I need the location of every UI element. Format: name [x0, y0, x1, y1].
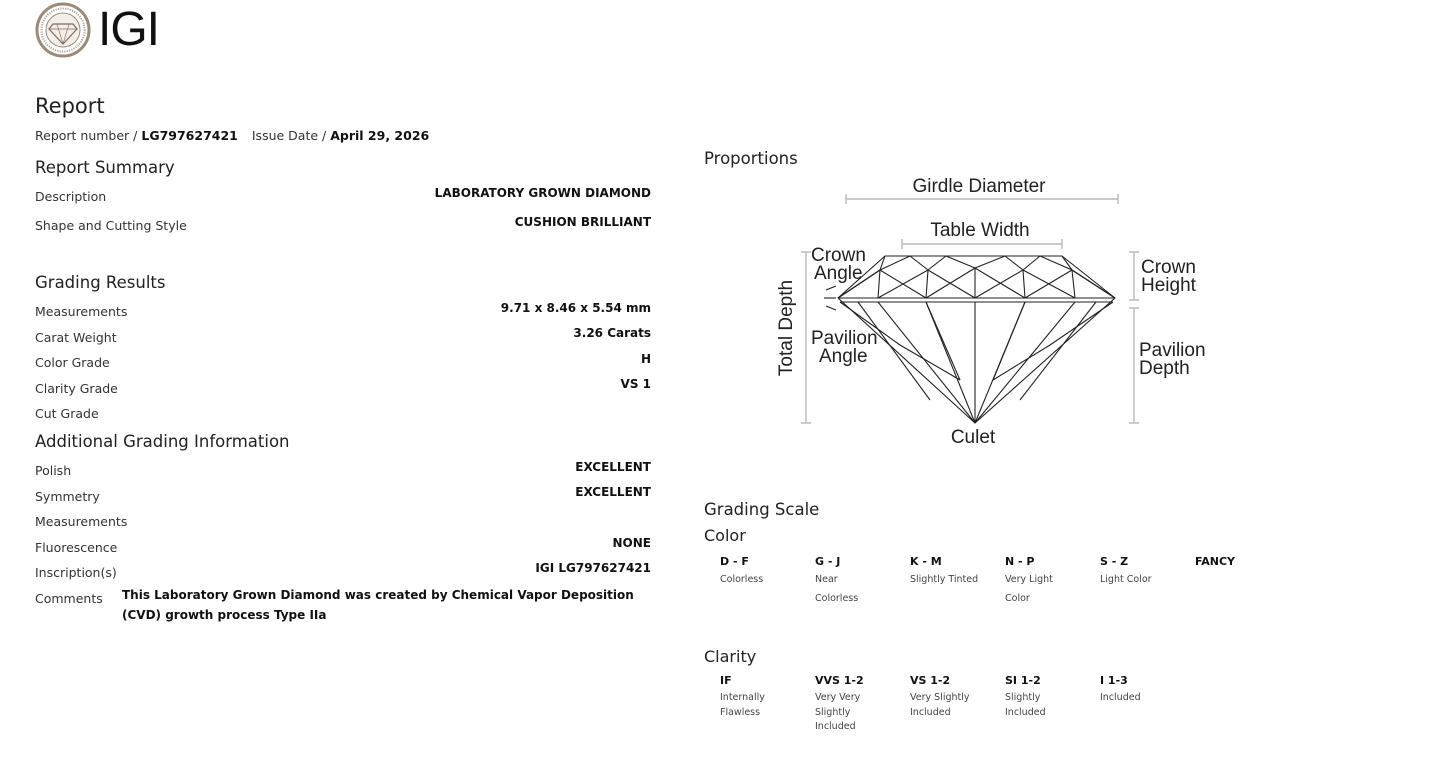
- color-scale-desc: Slightly Tinted: [910, 574, 979, 585]
- clarity-scale-desc: Slightly: [1005, 692, 1041, 703]
- clarity-scale-desc: Very Very: [815, 692, 861, 703]
- clarity-scale-desc: Internally: [720, 692, 765, 703]
- crown-height-label-1: Crown: [1141, 257, 1196, 278]
- color-scale-item: [910, 555, 1000, 589]
- polish-label: Polish: [35, 463, 72, 478]
- inscription-label: Inscription(s): [35, 565, 117, 580]
- color-scale-desc: Color: [1005, 593, 1030, 604]
- color-scale-desc: Light Color: [1100, 574, 1152, 585]
- shape-value: CUSHION BRILLIANT: [514, 215, 651, 229]
- issue-date: April 29, 2026: [330, 128, 430, 143]
- color-scale-item: [720, 555, 810, 589]
- description-value: LABORATORY GROWN DIAMOND: [434, 186, 651, 200]
- table-width-label: Table Width: [930, 220, 1030, 241]
- additional-measurements-label: Measurements: [35, 514, 128, 529]
- clarity-scale-desc: Very Slightly: [910, 692, 970, 703]
- polish-value: EXCELLENT: [575, 460, 651, 474]
- pavilion-depth-label-2: Depth: [1139, 358, 1190, 379]
- color-scale-title: Color: [704, 526, 746, 545]
- report-number-label: Report number /: [35, 128, 142, 143]
- clarity-scale-item: [910, 674, 1000, 720]
- pavilion-angle-label-1: Pavilion: [811, 328, 878, 349]
- color-scale-item: [815, 555, 905, 608]
- color-scale-grade: K - M: [910, 555, 942, 568]
- clarity-scale-item: [815, 674, 905, 735]
- color-grade-label: Color Grade: [35, 355, 110, 370]
- color-scale-desc: Colorless: [720, 574, 764, 585]
- color-grade-value: H: [640, 352, 651, 366]
- comments-value: This Laboratory Grown Diamond was created by Chemical Vapor Deposition (CVD) growth process Type IIa: [122, 588, 634, 622]
- color-scale-desc: Very Light: [1005, 574, 1053, 585]
- symmetry-label: Symmetry: [35, 489, 100, 504]
- girdle-diameter-label: Girdle Diameter: [912, 176, 1046, 197]
- report-meta: [35, 128, 429, 143]
- brand-name: IGI: [98, 3, 160, 56]
- fluorescence-label: Fluorescence: [35, 540, 118, 555]
- color-scale-grade: N - P: [1005, 555, 1035, 568]
- color-scale-grade: S - Z: [1100, 555, 1129, 568]
- color-scale-desc: Near: [815, 574, 838, 585]
- color-scale-desc: Colorless: [815, 593, 859, 604]
- pavilion-angle-label-2: Angle: [819, 346, 868, 367]
- shape-label: Shape and Cutting Style: [35, 218, 187, 233]
- issue-date-label: Issue Date /: [251, 128, 331, 143]
- comments-label: Comments: [35, 591, 103, 606]
- crown-angle-label-2: Angle: [814, 263, 863, 284]
- measurements-label: Measurements: [35, 304, 128, 319]
- proportions-diagram: [760, 170, 1220, 460]
- clarity-scale-desc: Included: [1100, 692, 1141, 703]
- culet-label: Culet: [950, 427, 996, 448]
- report-number: LG797627421: [141, 128, 238, 143]
- report-summary-title: Report Summary: [35, 158, 175, 177]
- clarity-scale-item: [1100, 674, 1190, 706]
- report-title: Report: [35, 94, 105, 118]
- clarity-scale-title: Clarity: [704, 647, 757, 666]
- cut-grade-label: Cut Grade: [35, 406, 99, 421]
- grading-scale-title: Grading Scale: [704, 500, 820, 519]
- additional-info-title: Additional Grading Information: [35, 432, 290, 451]
- clarity-scale-grade: VVS 1-2: [815, 674, 864, 687]
- fluorescence-value: NONE: [612, 536, 651, 550]
- proportions-title: Proportions: [704, 149, 798, 168]
- clarity-scale-desc: Included: [1005, 706, 1046, 718]
- color-scale-item: [1005, 555, 1095, 608]
- symmetry-value: EXCELLENT: [575, 485, 651, 499]
- total-depth-label: Total Depth: [776, 279, 797, 377]
- clarity-scale-desc: Included: [815, 721, 856, 732]
- grading-results-title: Grading Results: [35, 273, 166, 292]
- color-scale-grade: D - F: [720, 555, 749, 568]
- clarity-scale-grade: SI 1-2: [1005, 674, 1041, 687]
- color-scale-item: [1195, 555, 1285, 568]
- pavilion-depth-label-1: Pavilion: [1139, 340, 1206, 361]
- measurements-value: 9.71 x 8.46 x 5.54 mm: [500, 301, 651, 315]
- carat-weight-label: Carat Weight: [35, 330, 117, 345]
- color-scale-grade: FANCY: [1195, 555, 1236, 568]
- carat-weight-value: 3.26 Carats: [573, 326, 651, 340]
- clarity-scale-grade: VS 1-2: [910, 674, 951, 687]
- clarity-scale-desc: Flawless: [720, 706, 761, 718]
- clarity-scale-item: [1005, 674, 1095, 720]
- color-scale-item: [1100, 555, 1190, 589]
- clarity-grade-value: VS 1: [620, 377, 651, 391]
- clarity-scale-grade: I 1-3: [1100, 674, 1128, 687]
- clarity-scale-item: [720, 674, 810, 720]
- inscription-value: IGI LG797627421: [535, 561, 651, 575]
- description-label: Description: [35, 189, 107, 204]
- clarity-scale-grade: IF: [720, 674, 732, 687]
- clarity-grade-label: Clarity Grade: [35, 381, 118, 396]
- crown-height-label-2: Height: [1141, 275, 1196, 296]
- igi-seal-icon: [35, 2, 95, 58]
- crown-angle-label-1: Crown: [811, 245, 866, 266]
- color-scale-grade: G - J: [815, 555, 841, 568]
- clarity-scale-desc: Included: [910, 706, 951, 718]
- clarity-scale-desc: Slightly: [815, 706, 851, 718]
